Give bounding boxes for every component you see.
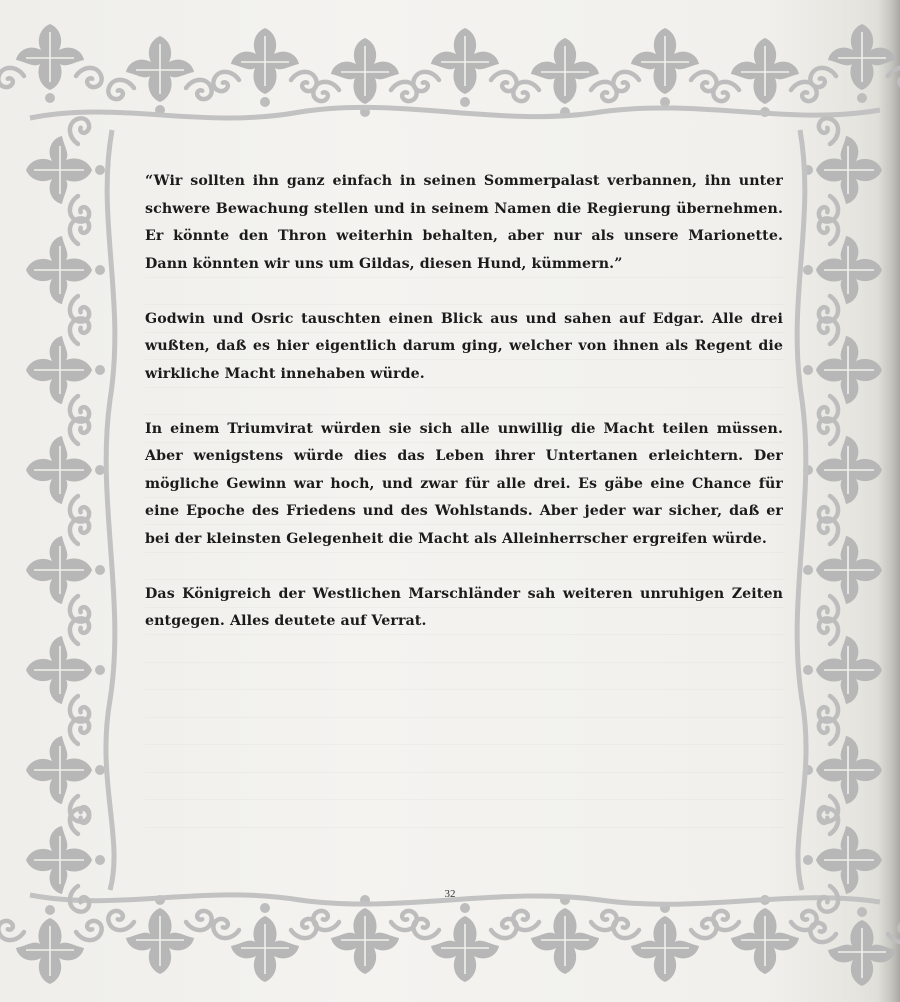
paragraph-3: In einem Triumvirat würden sie sich alle unwillig die Macht teilen müssen. Aber wenigstens würde dies das Leben ihrer Untertanen erleichtern. Der mögliche Gewinn war hoch, und zwar für alle drei. Es gäbe eine Chance für eine Epoche des Friedens und des Wohlstands. Aber jeder war sicher, daß er bei der kleinsten Gelegenheit die Macht als Alleinherrscher ergreifen würde. [145,420,783,547]
bottom-border-band [0,895,900,986]
paragraph-1: “Wir sollten ihn ganz einfach in seinen Sommerpalast verbannen, ihn unter schwere Bewachung stellen und in seinem Namen die Regierung übernehmen. Er könnte den Thron weiterhin behalten, aber nur als unsere Marionette. Dann könnten wir uns um Gildas, diesen Hund, kümmern.” [145,173,783,272]
right-border-band [797,118,882,911]
paragraph-4: Das Königreich der Westlichen Marschländer sah weiteren unruhigen Zeiten entgegen. Alles deutete auf Verrat. [145,585,783,629]
paragraph-2: Godwin und Osric tauschten einen Blick aus und sahen auf Edgar. Alle drei wußten, daß es hier eigentlich darum ging, welcher von ihnen als Regent die wirkliche Macht innehaben würde. [145,310,783,382]
left-border-band [26,118,115,911]
page-number: 32 [444,888,456,900]
top-border-band [0,24,900,118]
body-text [145,168,783,663]
